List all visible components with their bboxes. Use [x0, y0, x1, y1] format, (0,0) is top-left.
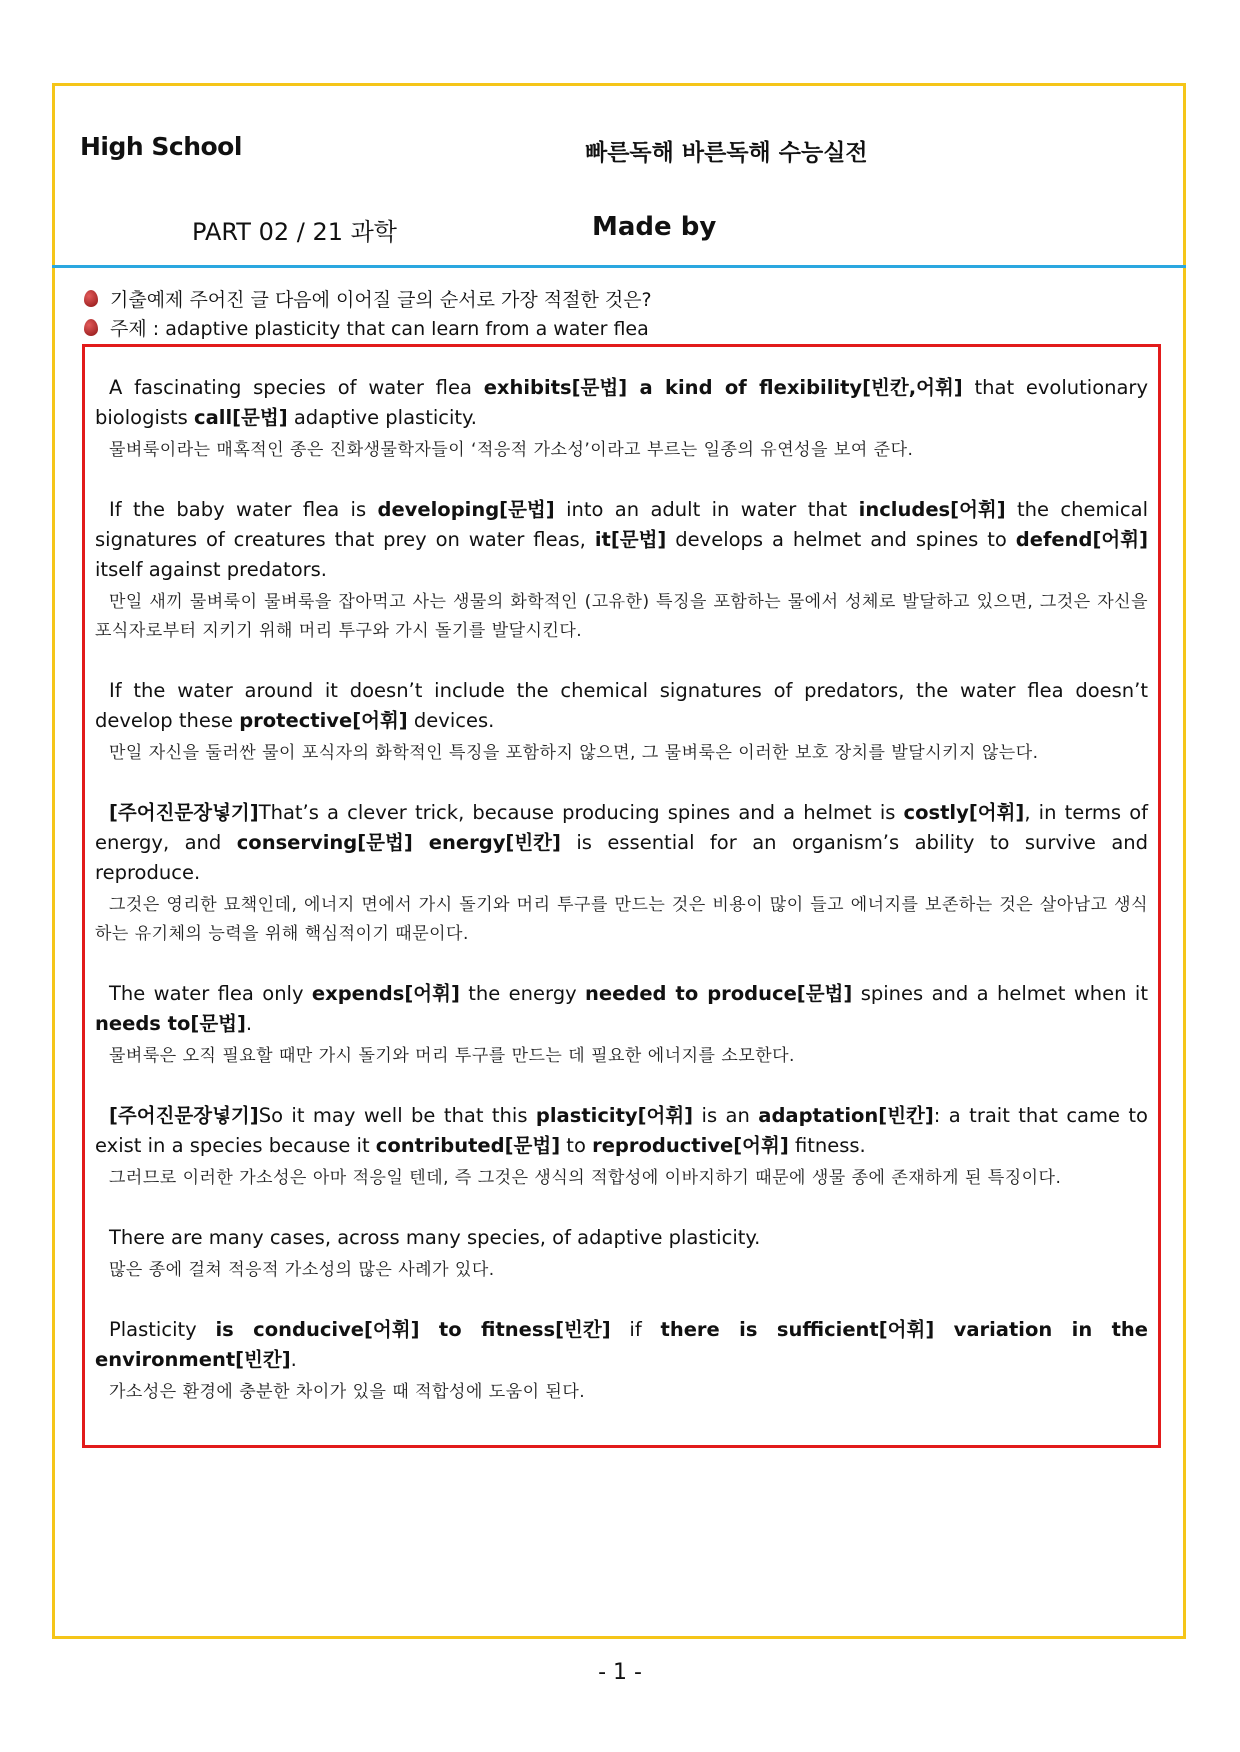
english-sentence [95, 1315, 1148, 1375]
korean-translation: 그러므로 이러한 가소성은 아마 적응일 텐데, 즉 그것은 생식의 적합성에 이바지하기 때문에 생물 종에 존재하게 된 특징이다. [109, 1168, 1062, 1188]
english-sentence [95, 979, 1148, 1039]
sentence-fragment: the chemical signatures of creatures that prey on water fleas, [95, 498, 1148, 551]
korean-translation: 물벼룩이라는 매혹적인 종은 진화생물학자들이 ‘적응적 가소성’이라고 부르는 일종의 유연성을 보여 준다. [109, 440, 914, 460]
keyword-annotation: needs to[문법] [95, 1012, 246, 1035]
instruction-bullet [84, 285, 652, 312]
sentence-fragment: the energy [459, 982, 586, 1005]
sentence-fragment: is essential for an organism’s ability to survive and reproduce. [95, 831, 1149, 884]
sentence-fragment: spines and a helmet when it [852, 982, 1148, 1005]
passage-paragraph [95, 1315, 1148, 1407]
sentence-fragment: if [610, 1318, 661, 1341]
korean-translation: 많은 종에 걸쳐 적응적 가소성의 많은 사례가 있다. [109, 1260, 495, 1280]
keyword-annotation: protective[어휘] [239, 709, 408, 732]
sentence-fragment: A fascinating species of water flea [109, 376, 484, 399]
school-level-title: High School [80, 132, 242, 161]
sentence-fragment: If the baby water flea is [109, 498, 378, 521]
passage-paragraph [95, 979, 1148, 1071]
sentence-fragment: , in terms of energy, and [95, 801, 1148, 854]
keyword-annotation: reproductive[어휘] [592, 1134, 789, 1157]
keyword-annotation: defend[어휘] [1015, 528, 1148, 551]
part-label: PART 02 / 21 과학 [192, 218, 397, 246]
keyword-annotation: adaptation[빈칸] [758, 1104, 934, 1127]
strawberry-bullet-icon [84, 290, 98, 307]
passage-paragraph [95, 495, 1148, 646]
header-divider [52, 265, 1186, 268]
sentence-fragment: devices. [407, 709, 495, 732]
sentence-fragment: The water flea only [109, 982, 312, 1005]
instruction-text: 기출예제 주어진 글 다음에 이어질 글의 순서로 가장 적절한 것은? [110, 289, 652, 311]
korean-translation: 물벼룩은 오직 필요할 때만 가시 돌기와 머리 투구를 만드는 데 필요한 에너지를 소모한다. [109, 1046, 795, 1066]
strawberry-bullet-icon [84, 319, 98, 336]
english-sentence [95, 495, 1148, 585]
sentence-fragment: . [290, 1348, 297, 1371]
sentence-fragment: adaptive plasticity. [287, 406, 478, 429]
keyword-annotation: it[문법] [594, 528, 667, 551]
keyword-annotation: there is sufficient[어휘] variation in the environment[빈칸] [95, 1318, 1149, 1371]
sentence-fragment: . [245, 1012, 253, 1035]
korean-translation: 그것은 영리한 묘책인데, 에너지 면에서 가시 돌기와 머리 투구를 만드는 것은 비용이 많이 들고 에너지를 보존하는 것은 살아남고 생식하는 유기체의 능력을 위해 핵심적이기 때문이다. [95, 895, 1148, 944]
sentence-fragment: itself against predators. [95, 558, 328, 581]
keyword-annotation: costly[어휘] [903, 801, 1025, 824]
english-sentence [95, 1223, 1148, 1253]
sentence-fragment: fitness. [788, 1134, 866, 1157]
keyword-annotation: includes[어휘] [858, 498, 1006, 521]
korean-translation: 가소성은 환경에 충분한 차이가 있을 때 적합성에 도움이 된다. [109, 1382, 586, 1402]
passage-paragraph [95, 798, 1148, 949]
korean-translation: 만일 새끼 물벼룩이 물벼룩을 잡아먹고 사는 생물의 화학적인 (고유한) 특징을 포함하는 물에서 성체로 발달하고 있으면, 그것은 자신을 포식자로부터 지키기 위해 머리 투구와 가시 돌기를 발달시킨다. [95, 592, 1148, 641]
sentence-fragment: is an [693, 1104, 759, 1127]
passage-paragraph [95, 1101, 1148, 1193]
sentence-fragment: into an adult in water that [554, 498, 859, 521]
keyword-annotation: [주어진문장넣기] [109, 801, 259, 824]
page-number: - 1 - [598, 1660, 642, 1685]
keyword-annotation: call[문법] [194, 406, 288, 429]
keyword-annotation: expends[어휘] [311, 982, 460, 1005]
topic-bullet [84, 314, 649, 341]
keyword-annotation: [주어진문장넣기] [109, 1104, 259, 1127]
sentence-fragment: develops a helmet and spines to [666, 528, 1016, 551]
sentence-fragment: If the water around it doesn’t include the chemical signatures of predators, the water flea doesn’t develop these [95, 679, 1148, 732]
english-sentence [95, 1101, 1148, 1161]
topic-text: 주제 : adaptive plasticity that can learn from a water flea [110, 318, 649, 340]
sentence-fragment: that evolutionary biologists [95, 376, 1148, 429]
korean-translation: 만일 자신을 둘러싼 물이 포식자의 화학적인 특징을 포함하지 않으면, 그 물벼룩은 이러한 보호 장치를 발달시키지 않는다. [109, 743, 1039, 763]
keyword-annotation: exhibits[문법] a kind of flexibility[빈칸,어휘] [483, 376, 963, 399]
keyword-annotation: conserving[문법] energy[빈칸] [236, 831, 561, 854]
keyword-annotation: developing[문법] [377, 498, 555, 521]
keyword-annotation: needed to produce[문법] [585, 982, 853, 1005]
keyword-annotation: contributed[문법] [375, 1134, 561, 1157]
keyword-annotation: plasticity[어휘] [535, 1104, 694, 1127]
book-title: 빠른독해 바른독해 수능실전 [585, 140, 868, 166]
english-sentence [95, 798, 1148, 888]
sentence-fragment: There are many cases, across many species, of adaptive plasticity. [109, 1226, 761, 1249]
sentence-fragment: Plasticity [109, 1318, 216, 1341]
passage-paragraph [95, 1223, 1148, 1285]
sentence-fragment: to [560, 1134, 593, 1157]
english-sentence [95, 676, 1148, 736]
passage-paragraph [95, 676, 1148, 768]
sentence-fragment: So it may well be that this [258, 1104, 536, 1127]
sentence-fragment: : a trait that came to exist in a species because it [95, 1104, 1148, 1157]
passage-paragraph [95, 373, 1148, 465]
sentence-fragment: That’s a clever trick, because producing spines and a helmet is [258, 801, 904, 824]
english-sentence [95, 373, 1148, 433]
made-by-label: Made by [592, 212, 717, 242]
passage-box [82, 344, 1161, 1448]
keyword-annotation: is conducive[어휘] to fitness[빈칸] [215, 1318, 611, 1341]
